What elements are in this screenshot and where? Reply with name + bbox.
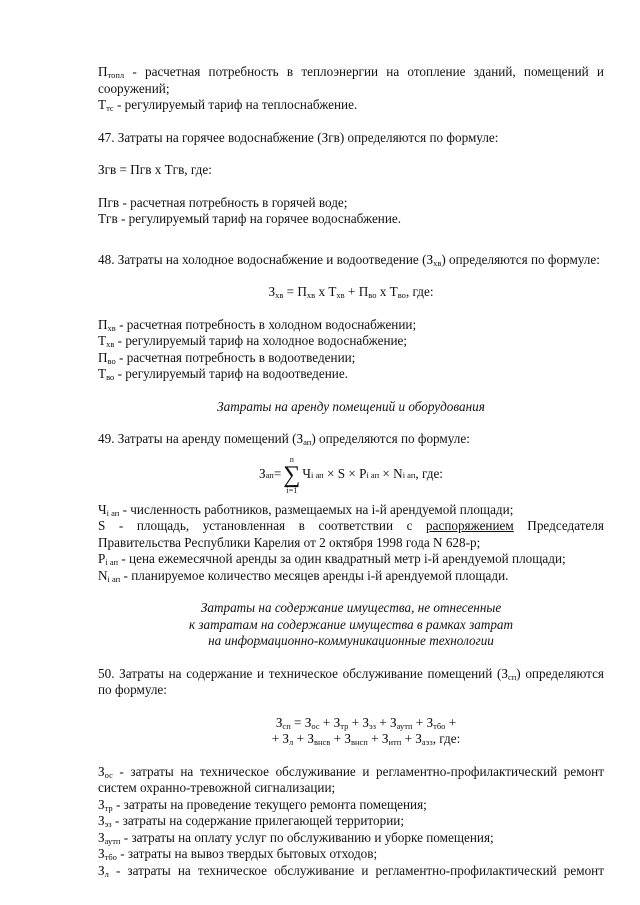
sum-symbol: n ∑ i=1 [283,454,301,495]
section-heading-rent: Затраты на аренду помещений и оборудования [217,398,485,414]
def-50-2: $З_{эз}$ - затраты на содержание прилегающей территории; [98,813,404,829]
def-48-1: $Т_{хв}$ - регулируемый тариф на холодное водоснабжение; [98,333,408,349]
def-p-topl: $П_{топл}$ - расчетная потребность в теплоэнергии на отопление зданий, помещений и сооружений; [98,64,604,96]
formula-49: З ап = n ∑ i=1 Ч i ап × S × P i ап × N i ап , где: [259,454,443,495]
para-47: 47. Затраты на горячее водоснабжение (Згв) определяются по формуле: [98,129,499,145]
def-48-2: $П_{во}$ - расчетная потребность в водоотведении; [98,349,356,366]
def-47-a: Пгв - расчетная потребность в горячей воде; [98,194,348,210]
def-50-0: $З_{ос}$ - затраты на техническое обслуживание и регламентно-профилактический ремонт систем охранно-тревожной сигнализации; [98,763,604,795]
def-47-b: Тгв - регулируемый тариф на горячее водоснабжение. [98,211,402,226]
def-48-3: $Т_{во}$ - регулируемый тариф на водоотведение. [98,366,348,382]
def-49-a: $Ч_{i ап}$ - численность работников, размещаемых на i-й арендуемой площади; [98,501,514,518]
def-50-5: $З_л$ - затраты на техническое обслуживание и регламентно-профилактический ремонт [98,862,604,879]
section-heading-maint-1: Затраты на содержание имущества, не отнесенные [200,600,502,615]
document-page [98,64,604,879]
def-50-4: $З_{тбо}$ - затраты на вывоз твердых бытовых отходов; [98,846,378,862]
formula-50-line2: + $З_л + З_{внсв} + З_{внсп} + З_{итп} + З_{аэз}$, где: [271,731,461,747]
def-50-3: $З_{аутп}$ - затраты на оплату услуг по обслуживанию и уборке помещения; [98,829,494,846]
def-48-0: $П_{хв}$ - расчетная потребность в холодном водоснабжении; [98,316,417,333]
formula-47: Згв = Пгв x Тгв, где: [98,162,212,177]
def-50-1: $З_{тр}$ - затраты на проведение текущего ремонта помещения; [98,796,427,813]
para-49: 49. Затраты на аренду помещений $(З_{ап})$ определяются по формуле: [98,431,470,447]
para-50: 50. Затраты на содержание и техническое обслуживание помещений $(З_{сп})$ определяются по формуле: [98,665,604,697]
def-49-b: S - площадь, установленная в соответствии с распоряжением Председателя Правительства Республики Карелия от 2 октября 1998 года N 628-р; [98,518,604,550]
def-49-c: $P_{i ап}$ - цена ежемесячной аренды за один квадратный метр i-й арендуемой площади; [98,551,566,567]
formula-48: $З_{хв} = П_{хв}$ x $Т_{хв} + П_{во}$ x $Т_{во}$, где: [268,284,434,300]
def-49-d: $N_{i ап}$ - планируемое количество месяцев аренды i-й арендуемой площади. [98,567,509,584]
def-t-ts: $Т_{тс}$ - регулируемый тариф на теплоснабжение. [98,97,358,113]
section-heading-maint-3: на информационно-коммуникационные технологии [208,633,494,648]
para-48: 48. Затраты на холодное водоснабжение и водоотведение $(З_{хв})$ определяются по формуле: [98,251,600,268]
decree-link[interactable]: распоряжением [426,518,514,533]
section-heading-maint-2: к затратам на содержание имущества в рамках затрат [188,616,514,632]
formula-50-line1: $З_{сп} = З_{ос} + З_{тр} + З_{эз} + З_{аутп} + З_{тбо}$ + [275,714,457,731]
